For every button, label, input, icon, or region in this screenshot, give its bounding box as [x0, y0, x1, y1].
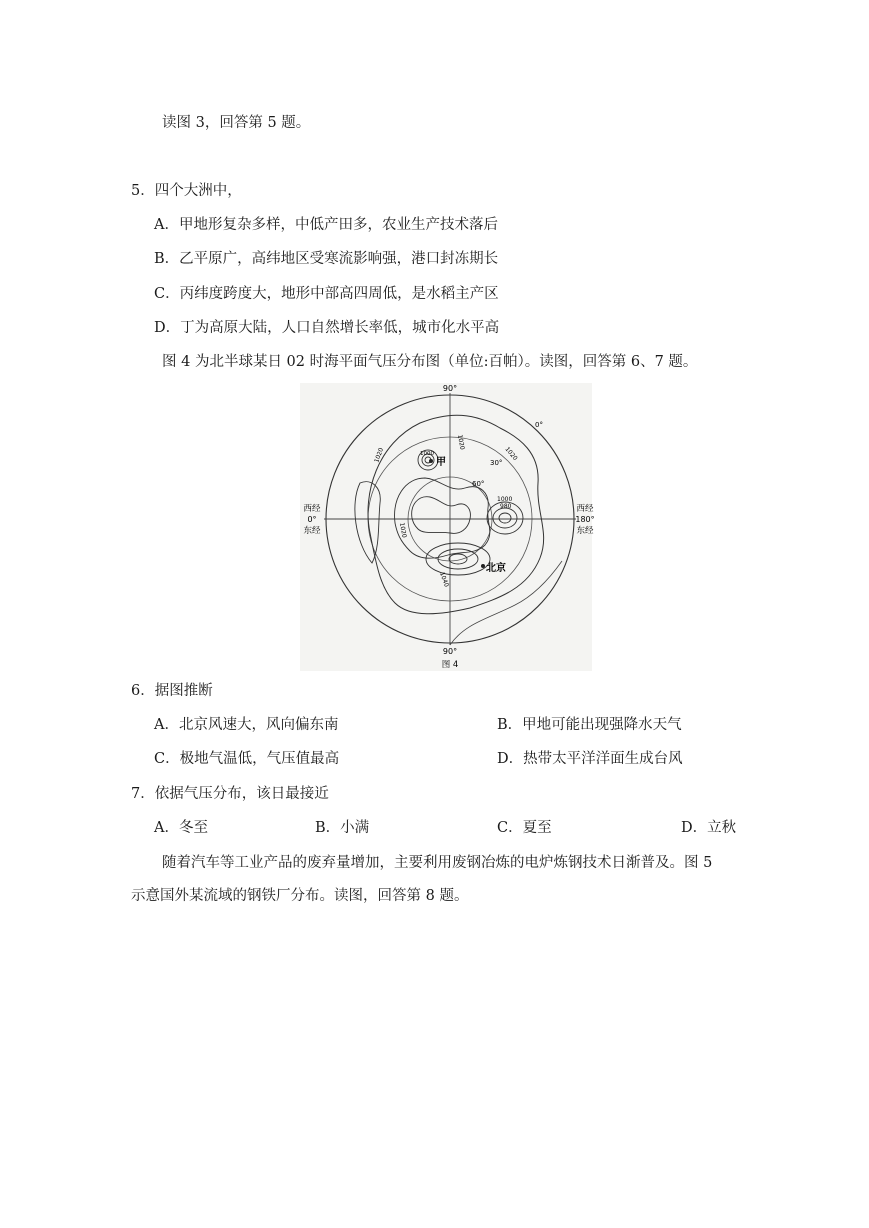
isobar-label-1000-jia: 1000 [420, 451, 434, 457]
label-bottom-90: 90° [442, 647, 458, 656]
isobar-label-1000: 1000 [497, 496, 513, 503]
label-zero-degree: 0° [535, 421, 543, 429]
beijing-point [481, 564, 485, 568]
instruction-fig3: 读图 3，回答第 5 题。 [162, 115, 311, 131]
q6-option-d[interactable]: D．热带太平洋洋面生成台风 [497, 751, 683, 767]
q6-option-c[interactable]: C．极地气温低，气压值最高 [154, 751, 340, 767]
question-6-stem: 6．据图推断 [131, 683, 213, 699]
jia-point [429, 459, 433, 463]
q5-option-c[interactable]: C．丙纬度跨度大，地形中部高四周低，是水稻主产区 [154, 286, 499, 302]
q7-option-c[interactable]: C．夏至 [497, 820, 552, 836]
label-lat-60: 60° [472, 480, 485, 488]
isobar-label-1020-c: 1020 [503, 445, 519, 462]
isobar-label-1020-b: 1020 [373, 446, 386, 464]
label-left-west: 西经 [303, 504, 321, 514]
label-right-180: 180° [575, 515, 595, 524]
isobar-label-1020-a: 1020 [456, 434, 466, 451]
q5-option-a[interactable]: A．甲地形复杂多样，中低产田多，农业生产技术落后 [154, 217, 498, 233]
label-jia: 甲 [436, 457, 446, 468]
q6-option-b[interactable]: B．甲地可能出现强降水天气 [497, 717, 682, 733]
q7-option-b[interactable]: B．小满 [315, 820, 370, 836]
label-beijing: 北京 [486, 563, 506, 574]
pressure-map-svg [300, 383, 595, 671]
q5-option-d[interactable]: D．丁为高原大陆，人口自然增长率低，城市化水平高 [154, 320, 500, 336]
label-left-0: 0° [307, 515, 317, 524]
figure-4-caption: 图 4 [441, 660, 459, 670]
q7-option-a[interactable]: A．冬至 [154, 820, 208, 836]
figure-4-pressure-map [300, 383, 595, 671]
q6-option-a[interactable]: A．北京风速大，风向偏东南 [154, 717, 339, 733]
question-7-stem: 7．依据气压分布，该日最接近 [131, 786, 329, 802]
isobar-label-980: 980 [500, 503, 512, 510]
label-right-east: 东经 [576, 526, 594, 536]
label-left-east: 东经 [303, 526, 321, 536]
label-top-90: 90° [442, 384, 458, 393]
label-right-west: 西经 [576, 504, 594, 514]
instruction-fig5-line1: 随着汽车等工业产品的废弃量增加，主要利用废钢冶炼的电炉炼钢技术日渐普及。图 5 [162, 855, 713, 871]
q5-option-b[interactable]: B．乙平原广，高纬地区受寒流影响强，港口封冻期长 [154, 251, 499, 267]
instruction-fig5-line2: 示意国外某流域的钢铁厂分布。读图，回答第 8 题。 [131, 888, 469, 904]
instruction-fig4: 图 4 为北半球某日 02 时海平面气压分布图（单位:百帕）。读图，回答第 6、7 题。 [162, 354, 698, 370]
label-lat-30: 30° [490, 459, 503, 467]
q7-option-d[interactable]: D．立秋 [681, 820, 737, 836]
isobar-label-1040: 1040 [438, 571, 450, 589]
question-5-stem: 5．四个大洲中， [131, 183, 242, 199]
isobar-label-1020-d: 1020 [398, 522, 408, 539]
